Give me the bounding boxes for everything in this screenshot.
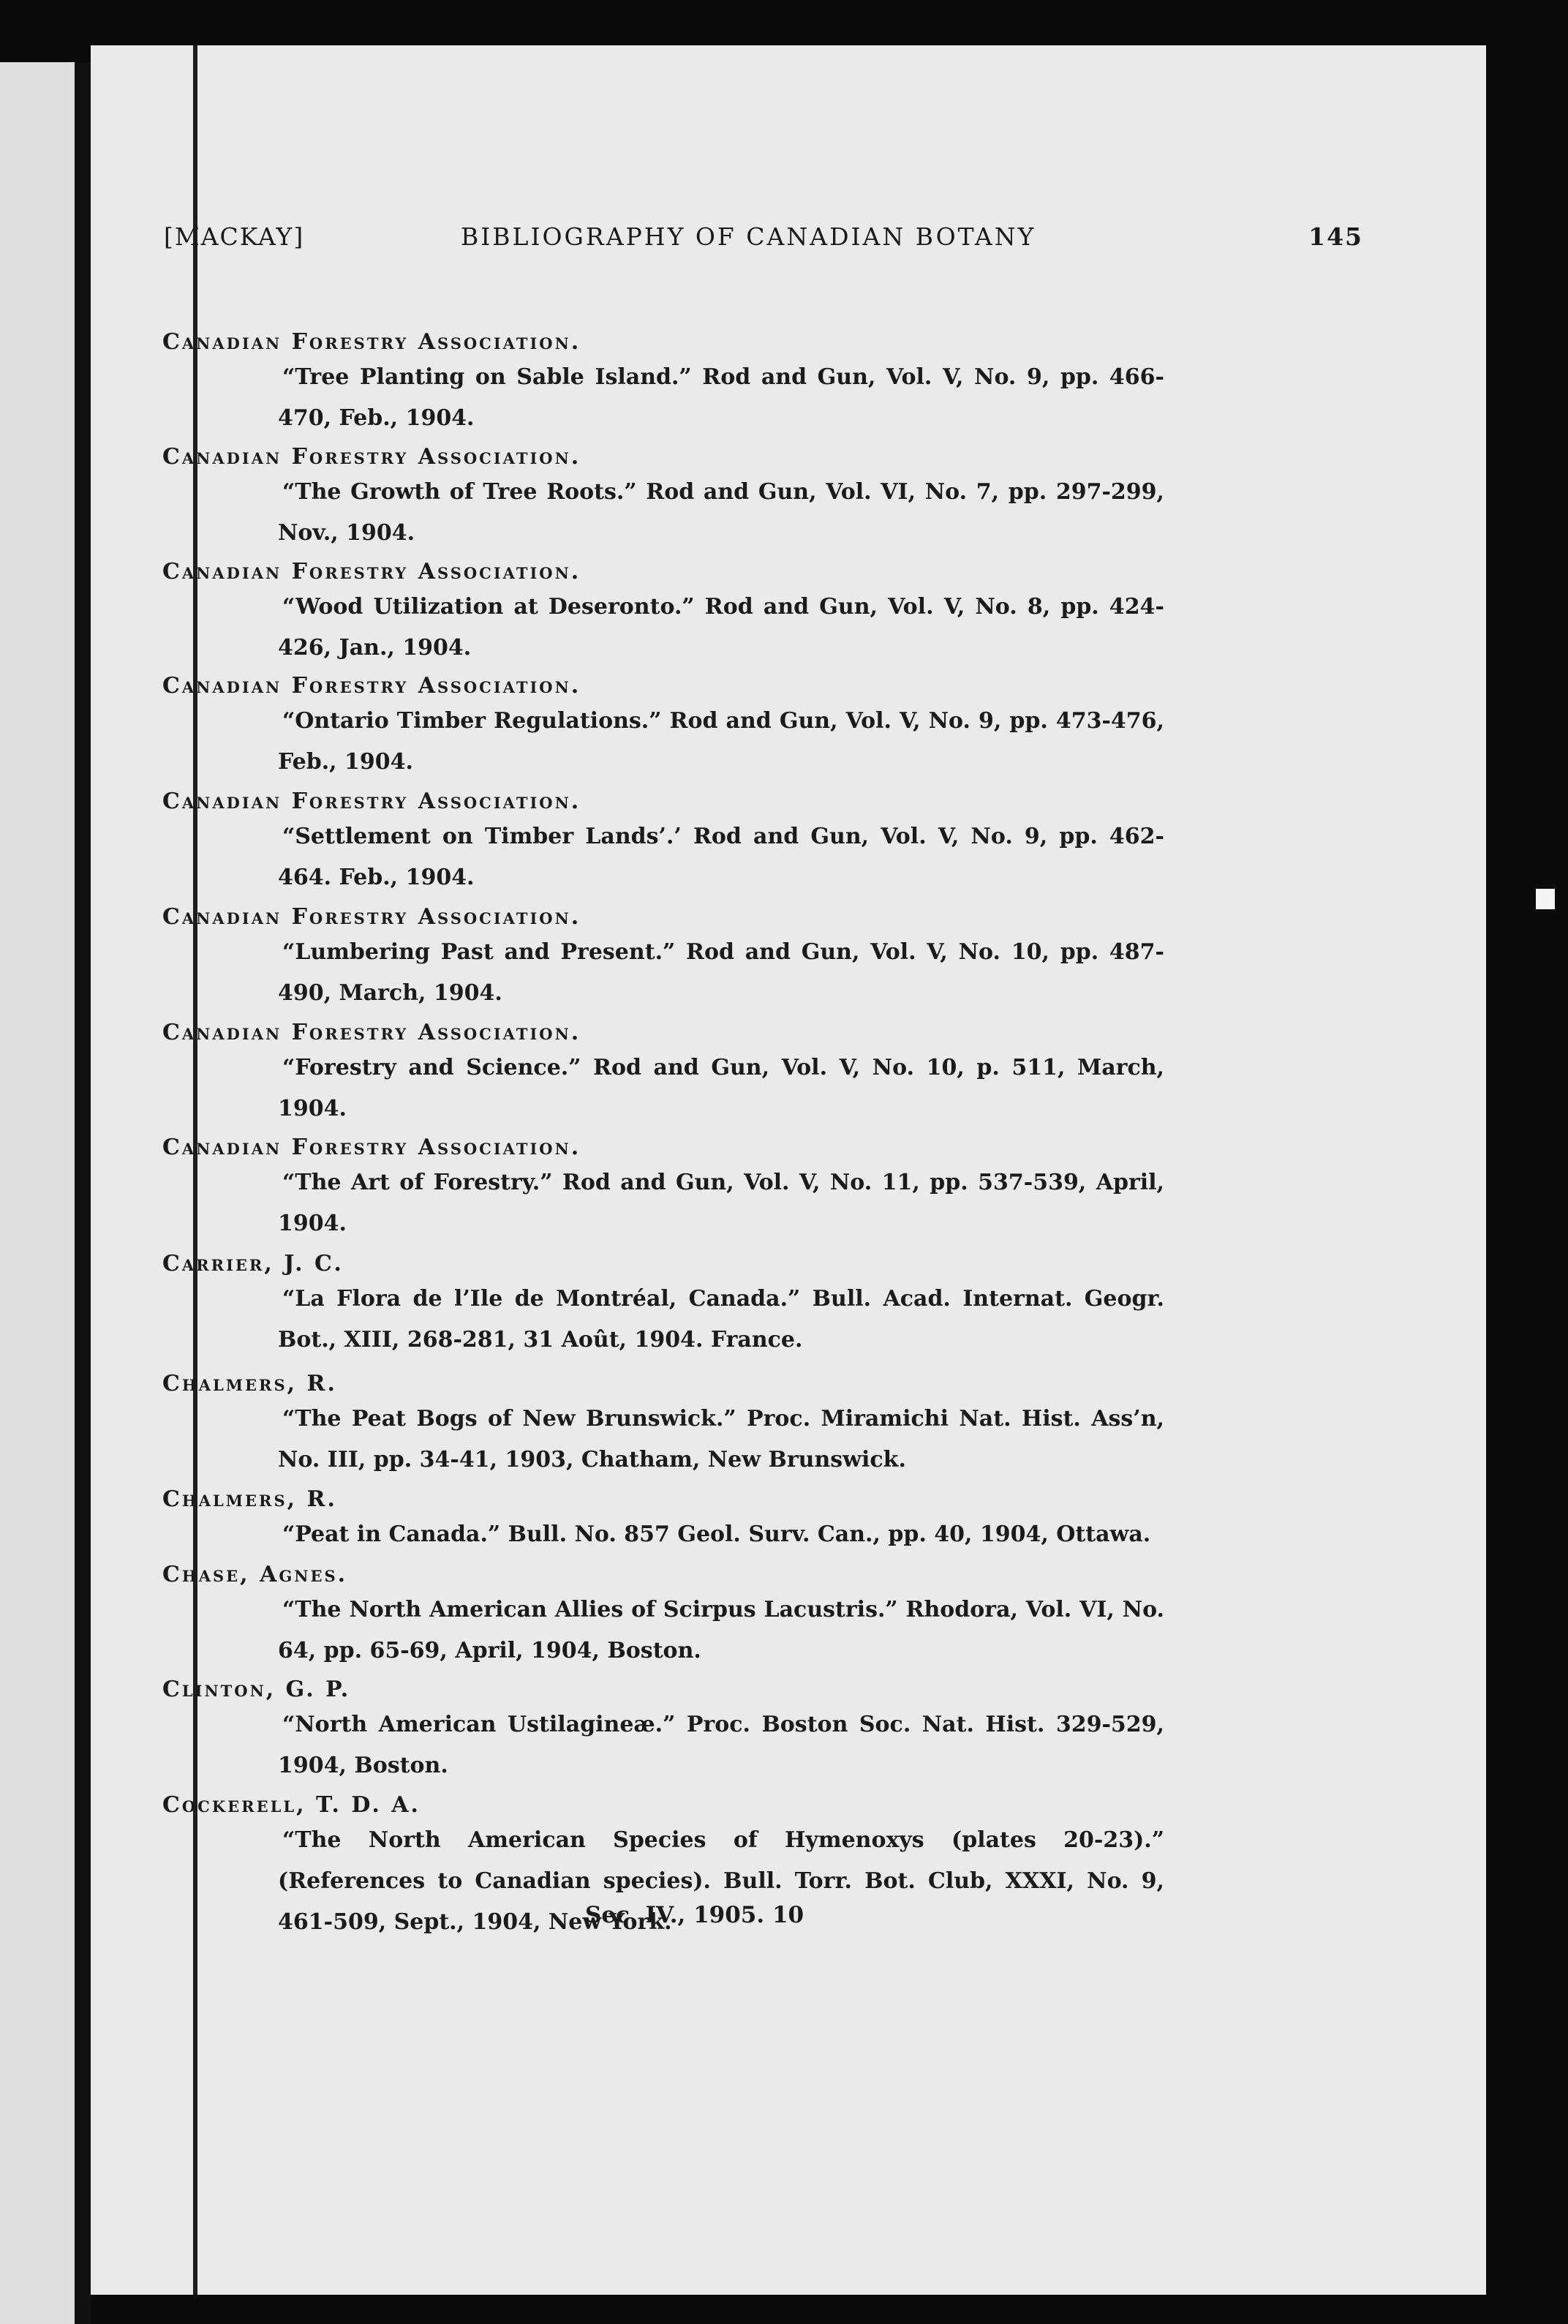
entry-citation: “Ontario Timber Regulations.” Rod and Gun, Vol. V, No. 9, pp. 473-476, Feb., 1904.: [278, 708, 1164, 775]
entry-author: Chalmers, R.: [162, 1371, 337, 1396]
bibliography-entry: [162, 1675, 1164, 1786]
page-number: 145: [1308, 222, 1363, 251]
entry-citation: “Settlement on Timber Lands’.’ Rod and Gun, Vol. V, No. 9, pp. 462-464. Feb., 1904.: [278, 824, 1164, 890]
page-footer: Sec. IV., 1905. 10: [585, 1902, 804, 1928]
bibliography-entry: [162, 672, 1164, 783]
bibliography-entry: [162, 557, 1164, 669]
entry-citation: “Forestry and Science.” Rod and Gun, Vol. V, No. 10, p. 511, March, 1904.: [278, 1055, 1164, 1121]
entry-citation: “The North American Allies of Scirpus Lacustris.” Rhodora, Vol. VI, No. 64, pp. 65-69, April, 1904, Boston.: [278, 1597, 1164, 1663]
entry-author: Canadian Forestry Association.: [162, 904, 581, 930]
entry-author: Canadian Forestry Association.: [162, 559, 581, 584]
entry-author: Chalmers, R.: [162, 1486, 337, 1512]
page-edge-tear: [1542, 1668, 1568, 1712]
page-header: [164, 222, 1363, 262]
bibliography-entry: [162, 1560, 1164, 1671]
entry-author: Canadian Forestry Association.: [162, 329, 581, 355]
entry-author: Canadian Forestry Association.: [162, 1135, 581, 1160]
bibliography-entry: [162, 787, 1164, 898]
entry-author: Chase, Agnes.: [162, 1562, 348, 1587]
facing-page-edge: [0, 62, 75, 2324]
bibliography-entry: [162, 328, 1164, 439]
entry-citation: “The Peat Bogs of New Brunswick.” Proc. Miramichi Nat. Hist. Ass’n, No. III, pp. 34-41, 1903, Chatham, New Brunswick.: [278, 1406, 1164, 1473]
bibliography-entry: [162, 1369, 1164, 1481]
entry-citation: “Wood Utilization at Deseronto.” Rod and Gun, Vol. V, No. 8, pp. 424-426, Jan., 1904.: [278, 594, 1164, 661]
entry-citation: “North American Ustilagineæ.” Proc. Boston Soc. Nat. Hist. 329-529, 1904, Boston.: [278, 1712, 1164, 1778]
entry-citation: “Peat in Canada.” Bull. No. 857 Geol. Surv. Can., pp. 40, 1904, Ottawa.: [282, 1522, 1151, 1547]
entry-citation: “Lumbering Past and Present.” Rod and Gun, Vol. V, No. 10, pp. 487-490, March, 1904.: [278, 939, 1164, 1006]
entry-author: Canadian Forestry Association.: [162, 444, 581, 470]
bibliography-entry: [162, 903, 1164, 1014]
binding-shadow: [75, 62, 91, 2324]
entry-citation: “Tree Planting on Sable Island.” Rod and Gun, Vol. V, No. 9, pp. 466-470, Feb., 1904.: [278, 364, 1164, 431]
bibliography-entry: [162, 1018, 1164, 1129]
bibliography-entry: [162, 1485, 1164, 1555]
entry-author: Canadian Forestry Association.: [162, 673, 581, 699]
entry-citation: “The Art of Forestry.” Rod and Gun, Vol. V, No. 11, pp. 537-539, April, 1904.: [278, 1170, 1164, 1236]
entry-author: Canadian Forestry Association.: [162, 789, 581, 814]
entry-citation: “The North American Species of Hymenoxys (plates 20-23).” (References to Canadian species). Bull. Torr. Bot. Club, XXXI, No. 9, 461-509, Sept., 1904, New York.: [278, 1827, 1164, 1935]
bibliography-entry: [162, 1249, 1164, 1361]
entry-author: Cockerell, T. D. A.: [162, 1792, 421, 1818]
edge-fleck: [1536, 889, 1555, 909]
entry-citation: “La Flora de l’Ile de Montréal, Canada.” Bull. Acad. Internat. Geogr. Bot., XIII, 268-281, 31 Août, 1904. France.: [278, 1286, 1164, 1353]
entry-author: Carrier, J. C.: [162, 1251, 344, 1276]
bibliography-entry: [162, 443, 1164, 554]
entry-author: Canadian Forestry Association.: [162, 1020, 581, 1045]
running-head: [MACKAY]: [164, 222, 305, 251]
bibliography-entry: [162, 1133, 1164, 1244]
page-title: BIBLIOGRAPHY OF CANADIAN BOTANY: [461, 222, 1036, 251]
entry-author: Clinton, G. P.: [162, 1677, 351, 1702]
entry-citation: “The Growth of Tree Roots.” Rod and Gun, Vol. VI, No. 7, pp. 297-299, Nov., 1904.: [278, 479, 1164, 546]
